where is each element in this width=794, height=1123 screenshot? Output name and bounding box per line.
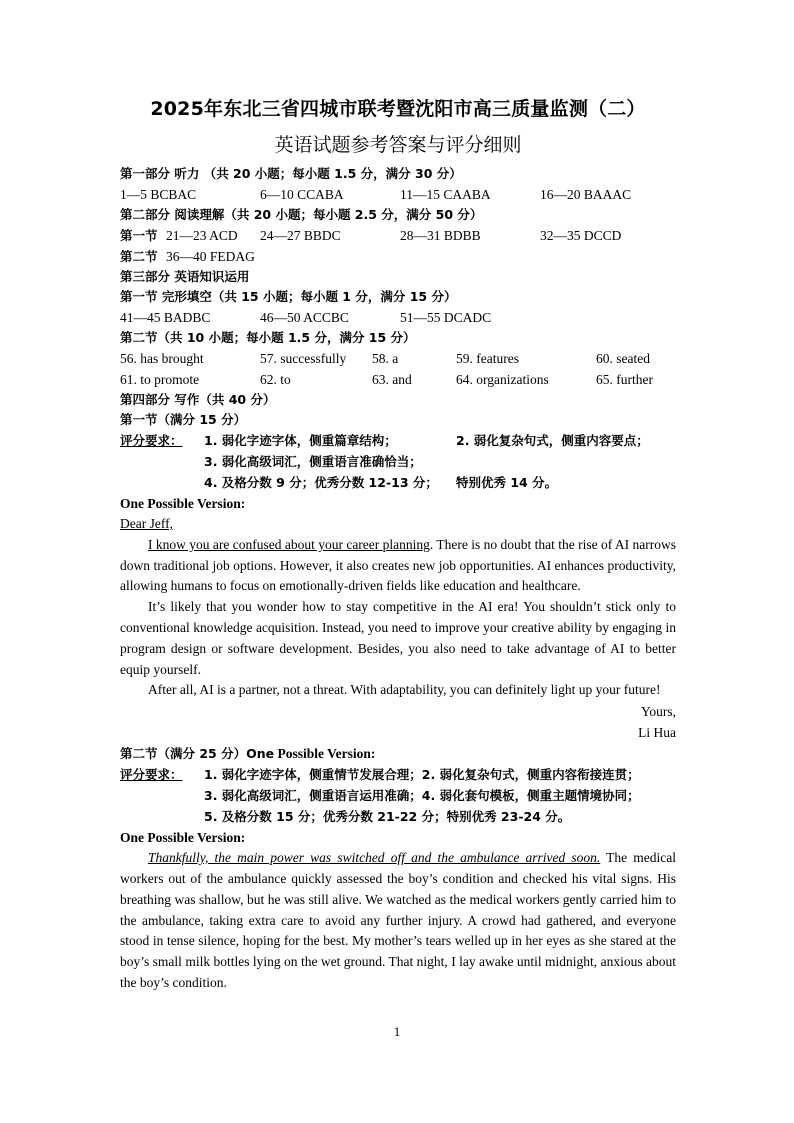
requirement-item: 3. 弱化高级词汇，侧重语言运用准确；4. 弱化套句模板，侧重主题情境协同； xyxy=(204,788,640,804)
requirement-item: 3. 弱化高级词汇，侧重语言准确恰当； xyxy=(204,454,422,469)
requirement-item: 5. 及格分数 15 分；优秀分数 21-22 分；特别优秀 23-24 分。 xyxy=(204,809,571,825)
answer-group: 11—15 CAABA xyxy=(400,187,491,202)
answer-group: 24—27 BBDC xyxy=(260,228,341,243)
part3-sec1-answers xyxy=(120,307,676,328)
requirement-item: 特别优秀 14 分。 xyxy=(456,475,558,490)
page-subtitle: 英语试题参考答案与评分细则 xyxy=(274,134,522,156)
part1-heading: 第一部分 听力 （共 20 小题；每小题 1.5 分，满分 30 分） xyxy=(120,166,462,181)
grammar-row-1 xyxy=(120,348,676,369)
letter-greeting: Dear Jeff, xyxy=(120,516,173,531)
grammar-answer: 60. seated xyxy=(596,351,650,366)
scoring-requirements-row xyxy=(120,472,676,493)
grammar-answer: 63. and xyxy=(372,372,412,387)
letter-closing: Yours, xyxy=(640,704,676,720)
scoring-requirements-row xyxy=(120,806,676,827)
part4-sec1-heading: 第一节（满分 15 分） xyxy=(120,412,247,427)
answer-group: 36—40 FEDAG xyxy=(166,249,255,264)
requirement-item: 4. 及格分数 9 分；优秀分数 12-13 分； xyxy=(204,475,438,490)
requirements-label: 评分要求： xyxy=(120,767,183,783)
grammar-answer: 56. has brought xyxy=(120,351,204,366)
scoring-requirements-row xyxy=(120,430,676,451)
letter-paragraph-1 xyxy=(120,535,676,597)
answer-group: 21—23 ACD xyxy=(166,228,238,243)
story-first-sentence: Thankfully, the main power was switched off and the ambulance arrived soon. xyxy=(148,850,601,866)
answer-group: 6—10 CCABA xyxy=(260,187,344,202)
answer-group: 16—20 BAAAC xyxy=(540,187,632,202)
letter-signature: Li Hua xyxy=(638,725,676,741)
requirement-item: 1. 弱化字迹字体，侧重情节发展合理；2. 弱化复杂句式，侧重内容衔接连贯； xyxy=(204,767,640,783)
part3-heading: 第三部分 英语知识运用 xyxy=(120,269,250,284)
grammar-answer: 62. to xyxy=(260,372,291,387)
requirement-item: 1. 弱化字迹字体，侧重篇章结构； xyxy=(204,433,397,448)
part3-sec1-heading: 第一节 完形填空（共 15 小题；每小题 1 分，满分 15 分） xyxy=(120,289,457,304)
version-label: One Possible Version: xyxy=(120,830,246,846)
answer-group: 46—50 ACCBC xyxy=(260,310,349,325)
part2-sec1-answers xyxy=(120,225,676,246)
version-label: One Possible Version: xyxy=(120,496,246,511)
answer-sheet xyxy=(120,96,676,994)
part3-sec2-heading: 第二节（共 10 小题；每小题 1.5 分，满分 15 分） xyxy=(120,330,416,345)
page-number: 1 xyxy=(393,1024,401,1039)
part4-sec2-heading-row xyxy=(120,743,676,764)
grammar-answer: 64. organizations xyxy=(456,372,549,387)
page-title: 2025年东北三省四城市联考暨沈阳市高三质量监测（二） xyxy=(150,98,646,120)
part2-heading: 第二部分 阅读理解（共 20 小题；每小题 2.5 分，满分 50 分） xyxy=(120,207,483,222)
part4-heading: 第四部分 写作（共 40 分） xyxy=(120,392,276,407)
answer-group: 28—31 BDBB xyxy=(400,228,481,243)
part4-sec2-heading-tail: Possible Version: xyxy=(274,746,376,762)
letter-topic-sentence: I know you are confused about your career planning xyxy=(148,536,430,552)
part2-sec2-answers xyxy=(120,246,676,267)
scoring-requirements-row xyxy=(120,451,676,472)
scoring-requirements-row xyxy=(120,764,676,785)
story-paragraph xyxy=(120,848,676,994)
part4-sec2-heading: 第二节（满分 25 分） xyxy=(120,746,247,762)
answer-group: 51—55 DCADC xyxy=(400,310,492,325)
part4-sec2-heading-bold: One xyxy=(246,746,275,762)
grammar-answer: 61. to promote xyxy=(120,372,200,387)
grammar-row-2 xyxy=(120,369,676,390)
part2-sec1-label: 第一节 xyxy=(120,228,158,243)
answer-group: 1—5 BCBAC xyxy=(120,187,197,202)
part2-sec2-label: 第二节 xyxy=(120,249,158,264)
grammar-answer: 57. successfully xyxy=(260,351,347,366)
requirement-item: 2. 弱化复杂句式，侧重内容要点； xyxy=(456,433,649,448)
grammar-answer: 58. a xyxy=(372,351,399,366)
requirements-label: 评分要求： xyxy=(120,433,183,448)
story-rest: The medical workers out of the ambulance quickly assessed the boy’s condition and checked his vital signs. His breathing was shallow, but he was still alive. We watched as the medical workers gently carried him to the ambulance, taking extra care to avoid any further injury. A crowd had gathered, and everyone stood in tense silence, hoping for the best. My mother’s tears welled up in her eyes as she stared at the boy’s small milk bottles lying on the wet ground. That night, I lay awake until midnight, anxious about the boy’s condition. xyxy=(120,850,676,990)
letter-paragraph-1-rest: . There is no doubt that the rise of AI narrows down traditional job options. However, it also creates new job opportunities. AI enhances productivity, allowing humans to focus on emotionally-driven fields like education and healthcare. xyxy=(120,536,676,594)
letter-paragraph-2: It’s likely that you wonder how to stay competitive in the AI era! You shouldn’t stick only to conventional knowledge acquisition. Instead, you need to improve your creative ability by engaging in program design or software development. Besides, you also need to take advantage of AI to better equip yourself. xyxy=(120,599,676,677)
letter-paragraph-3: After all, AI is a partner, not a threat. With adaptability, you can definitely light up your future! xyxy=(148,682,661,698)
answer-group: 41—45 BADBC xyxy=(120,310,211,325)
grammar-answer: 59. features xyxy=(456,351,519,366)
grammar-answer: 65. further xyxy=(596,372,653,387)
scoring-requirements-row xyxy=(120,785,676,806)
answer-group: 32—35 DCCD xyxy=(540,228,622,243)
part1-answers xyxy=(120,184,676,205)
